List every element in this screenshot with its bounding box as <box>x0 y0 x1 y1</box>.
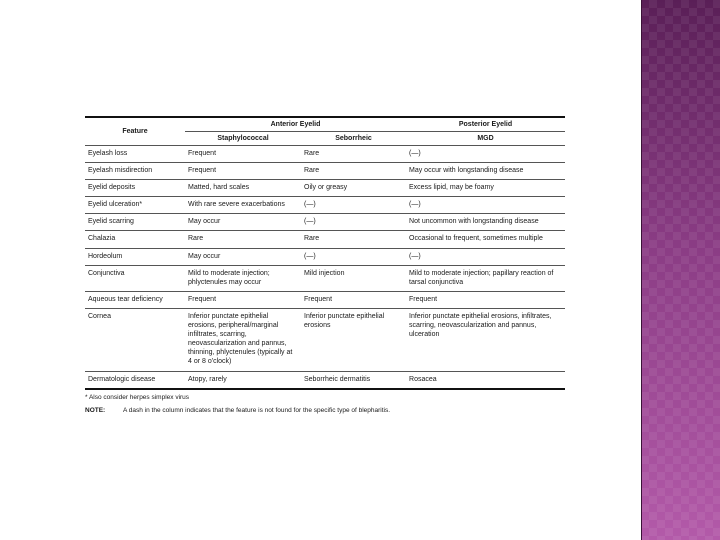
cell-feature: Aqueous tear deficiency <box>88 295 163 303</box>
table-row <box>85 371 565 389</box>
blepharitis-table-document <box>85 116 565 414</box>
header-mgd: MGD <box>477 135 494 142</box>
cell-seborrheic: (—) <box>304 252 316 260</box>
table-row <box>85 265 565 291</box>
cell-feature: Hordeolum <box>88 252 123 260</box>
header-seborrheic: Seborrheic <box>335 135 372 142</box>
cell-mgd: May occur with longstanding disease <box>409 167 524 175</box>
header-anterior-eyelid: Anterior Eyelid <box>185 117 406 132</box>
cell-seborrheic: Inferior punctate epithelial erosions <box>304 312 385 330</box>
note <box>85 407 565 414</box>
cell-seborrheic: Rare <box>304 150 320 157</box>
cell-seborrheic: Rare <box>304 167 320 175</box>
sidebar-edge <box>641 0 642 540</box>
cell-staphylococcal: May occur <box>188 218 221 226</box>
cell-staphylococcal: Atopy, rarely <box>188 375 227 383</box>
cell-mgd: Mild to moderate injection; papillary reaction of tarsal conjunctiva <box>409 269 554 286</box>
cell-seborrheic: Mild injection <box>304 269 345 277</box>
cell-seborrheic: Rare <box>304 235 320 243</box>
table-row <box>85 146 565 163</box>
cell-staphylococcal: May occur <box>188 252 221 260</box>
cell-mgd: (—) <box>409 201 421 209</box>
cell-staphylococcal: Rare <box>188 235 204 243</box>
cell-seborrheic: Frequent <box>304 295 333 303</box>
table-body <box>85 146 565 389</box>
table-row <box>85 180 565 197</box>
table-row <box>85 197 565 214</box>
cell-mgd: Not uncommon with longstanding disease <box>409 218 539 226</box>
header-staphylococcal: Staphylococcal <box>217 135 269 142</box>
cell-mgd: (—) <box>409 150 421 157</box>
table-row <box>85 291 565 308</box>
cell-staphylococcal: Frequent <box>188 167 217 175</box>
cell-feature: Eyelash loss <box>88 150 128 157</box>
header-posterior-eyelid: Posterior Eyelid <box>406 117 565 132</box>
decorative-sidebar <box>641 0 720 540</box>
cell-feature: Eyelash misdirection <box>88 167 153 175</box>
cell-seborrheic: (—) <box>304 218 316 226</box>
cell-staphylococcal: Matted, hard scales <box>188 184 250 192</box>
cell-seborrheic: Oily or greasy <box>304 184 348 192</box>
cell-mgd: (—) <box>409 252 421 260</box>
cell-seborrheic: (—) <box>304 201 316 209</box>
note-label: NOTE: <box>85 406 106 414</box>
cell-mgd: Occasional to frequent, sometimes multiple <box>409 235 543 243</box>
header-feature: Feature <box>122 128 148 135</box>
cell-feature: Eyelid scarring <box>88 218 134 226</box>
table-row <box>85 214 565 231</box>
table-row <box>85 163 565 180</box>
cell-mgd: Frequent <box>409 295 438 303</box>
cell-feature: Cornea <box>88 312 111 320</box>
note-text: A dash in the column indicates that the feature is not found for the specific type of blepharitis. <box>123 406 391 414</box>
table-row <box>85 231 565 248</box>
cell-feature: Conjunctiva <box>88 269 125 277</box>
cell-staphylococcal: Frequent <box>188 295 217 303</box>
cell-feature: Chalazia <box>88 235 116 243</box>
cell-staphylococcal: Mild to moderate injection; phlyctenules may occur <box>188 269 270 286</box>
cell-feature: Eyelid deposits <box>88 184 136 192</box>
cell-mgd: Inferior punctate epithelial erosions, infiltrates, scarring, neovascularization and pannus, ulceration <box>409 312 552 339</box>
table-row <box>85 308 565 371</box>
cell-staphylococcal: Inferior punctate epithelial erosions, peripheral/marginal infiltrates, scarring, neovascularization and pannus, thinning, phlyctenules (typically at 4 or 8 o'clock) <box>188 312 293 366</box>
cell-staphylococcal: Frequent <box>188 150 217 157</box>
cell-seborrheic: Seborrheic dermatitis <box>304 375 371 383</box>
cell-feature: Eyelid ulceration* <box>88 201 143 209</box>
cell-mgd: Rosacea <box>409 375 437 383</box>
table-row <box>85 248 565 265</box>
cell-feature: Dermatologic disease <box>88 375 156 383</box>
footnote: * Also consider herpes simplex virus <box>85 393 190 401</box>
cell-staphylococcal: With rare severe exacerbations <box>188 201 285 209</box>
blepharitis-features-table <box>85 116 565 390</box>
cell-mgd: Excess lipid, may be foamy <box>409 184 494 192</box>
